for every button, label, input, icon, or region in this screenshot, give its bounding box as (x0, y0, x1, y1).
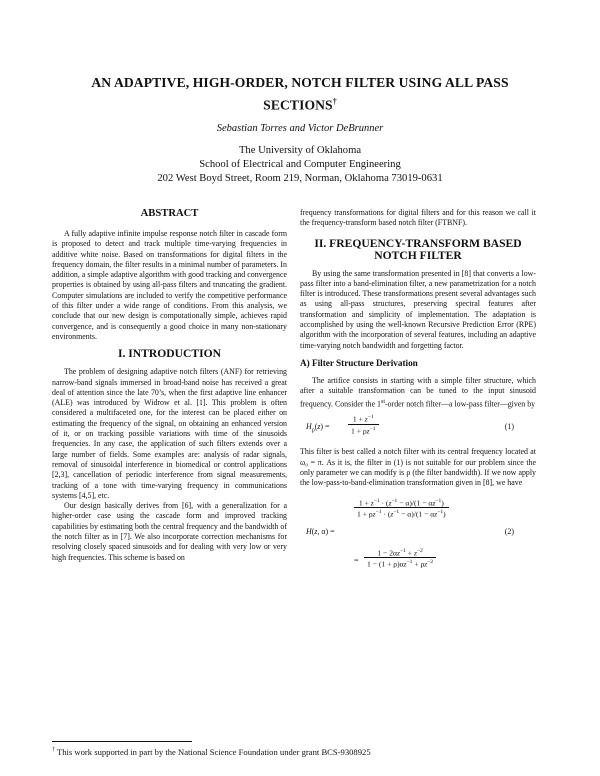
paragraph-text: The artifice consists in starting with a simple filter structure, which after a suitable transformation can be tuned to the input sinusoid frequency. Consider the 1 (300, 375, 536, 409)
intro-paragraph: Our design basically derives from [6], with a generalization for a higher-order case using the cascade form and improved tracking capabilities by estimating both the central frequency and the bandwidth of the notch filter as in [7]. We also incorporate correction mechanisms for resolving closely spaced sinusoids and for dealing with very low or very high frequencies. This scheme is based on (52, 501, 287, 562)
title-footnote-mark: † (332, 97, 337, 106)
equation-1: $H_\rho(z)$ = $\frac{1 + z^{-1}}{1 + \rho z^{-1}}$ (1) (306, 414, 514, 436)
affiliation-line: School of Electrical and Computer Engineering (199, 159, 401, 170)
right-column (300, 208, 536, 577)
footnote-rule (52, 741, 192, 742)
section-paragraph (300, 376, 536, 410)
paper-title (70, 73, 530, 115)
footnote (52, 747, 542, 757)
equation-number: (2) (504, 526, 514, 536)
authors: Sebastian Torres and Victor DeBrunner (216, 123, 384, 134)
continued-paragraph: frequency transformations for digital filters and for this reason we call it the frequency-transform based notch filter (FTBNF). (300, 208, 536, 228)
equation-number: (1) (504, 422, 514, 432)
affiliation-line: 202 West Boyd Street, Room 219, Norman, Oklahoma 73019-0631 (157, 173, 443, 184)
paragraph-text: -order notch filter—a low-pass filter—given by (385, 399, 536, 409)
footnote-mark: † (52, 747, 55, 754)
footnote-text: This work supported in part by the National Science Foundation under grant BCS-9308925 (57, 747, 371, 757)
intro-heading: I. INTRODUCTION (117, 347, 222, 361)
ordinal-suffix: st (381, 398, 386, 405)
section-heading: II. FREQUENCY-TRANSFORM BASED NOTCH FILTER (314, 236, 522, 262)
title-text: AN ADAPTIVE, HIGH-ORDER, NOTCH FILTER USING ALL PASS SECTIONS (91, 75, 509, 113)
abstract-heading: ABSTRACT (140, 208, 199, 219)
section-paragraph: By using the same transformation presented in [8] that converts a low-pass filter into a band-elimination filter, a new parametrization for a notch filter is introduced. These transformations present several advantages such as using all-pass structures, preserving spectral features after transformation and simplicity of implementation. The adaptation is accomplished by using the well-known Recursive Prediction Error (RPE) algorithm with the incorporation of several features, including an adaptive time-varying notch bandwidth and forgetting factor. (300, 268, 536, 350)
affiliation-line: The University of Oklahoma (238, 145, 362, 156)
section-paragraph: This filter is best called a notch filter with its central frequency located at ω₀ = π. As it is, the filter in (1) is not suitable for our problem since the only parameter we can modify is ρ (the filter bandwidth). If we now apply the low-pass-to-band-elimination transformation given in [8], we have (300, 447, 536, 488)
abstract-text: A fully adaptive infinite impulse response notch filter in cascade form is proposed to detect and track multiple time-varying frequencies in additive white noise. Based on transformations for digital filters in the frequency domain, the filter results in a minimal number of parameters. In addition, a simple adaptive algorithm with good tracking and convergence properties is obtained by using all-pass filters and truncating the gradient. Computer simulations are included to verify the competitive performance of this filter under a wide range of conditions. From this analysis, we conclude that our new design is computationally simple, achieves rapid convergence, and is consequently a good choice in many non-stationary environments. (52, 229, 287, 341)
equation-2: H(z, α) = $\frac{1 + z^{-1} \cdot (z^{-1} - \alpha)/(1 - \alpha z^{-1})}{1 + \rho z^{-1} \cdot (z^{-1} - \alpha)/(1 - \alpha z^{-1})}$ = $\frac{1 - 2\alpha z^{-1} + z^{-2}}{1 - (1 + \rho)\alpha z^{-1} + \rho z^{-2}}$ (2) (306, 497, 514, 569)
subsection-heading: A) Filter Structure Derivation (300, 357, 418, 368)
affiliation (0, 144, 600, 186)
intro-paragraph: The problem of designing adaptive notch filters (ANF) for retrieving narrow-band signals immersed in broad-band noise has received a great deal of attention since the late 70’s, when the first adaptive line enhancer (ALE) was introduced by Widrow et al. [1]. This problem is often considered a multifaceted one, for the interest can be placed either on estimating the frequency of the signal, on obtaining an enhanced version of it, or on tracking possible variations with time of the sinusoids frequencies. In any case, the application of such filters extends over a large number of fields. Some examples are: analysis of radar signals, removal of sinusoidal interference in biomedical or control applications [2,3], cancellation of periodic interference from signal measurements, tracking of a tone with time-varying frequency in communications systems [4,5], etc. (52, 367, 287, 500)
left-column (52, 208, 287, 563)
